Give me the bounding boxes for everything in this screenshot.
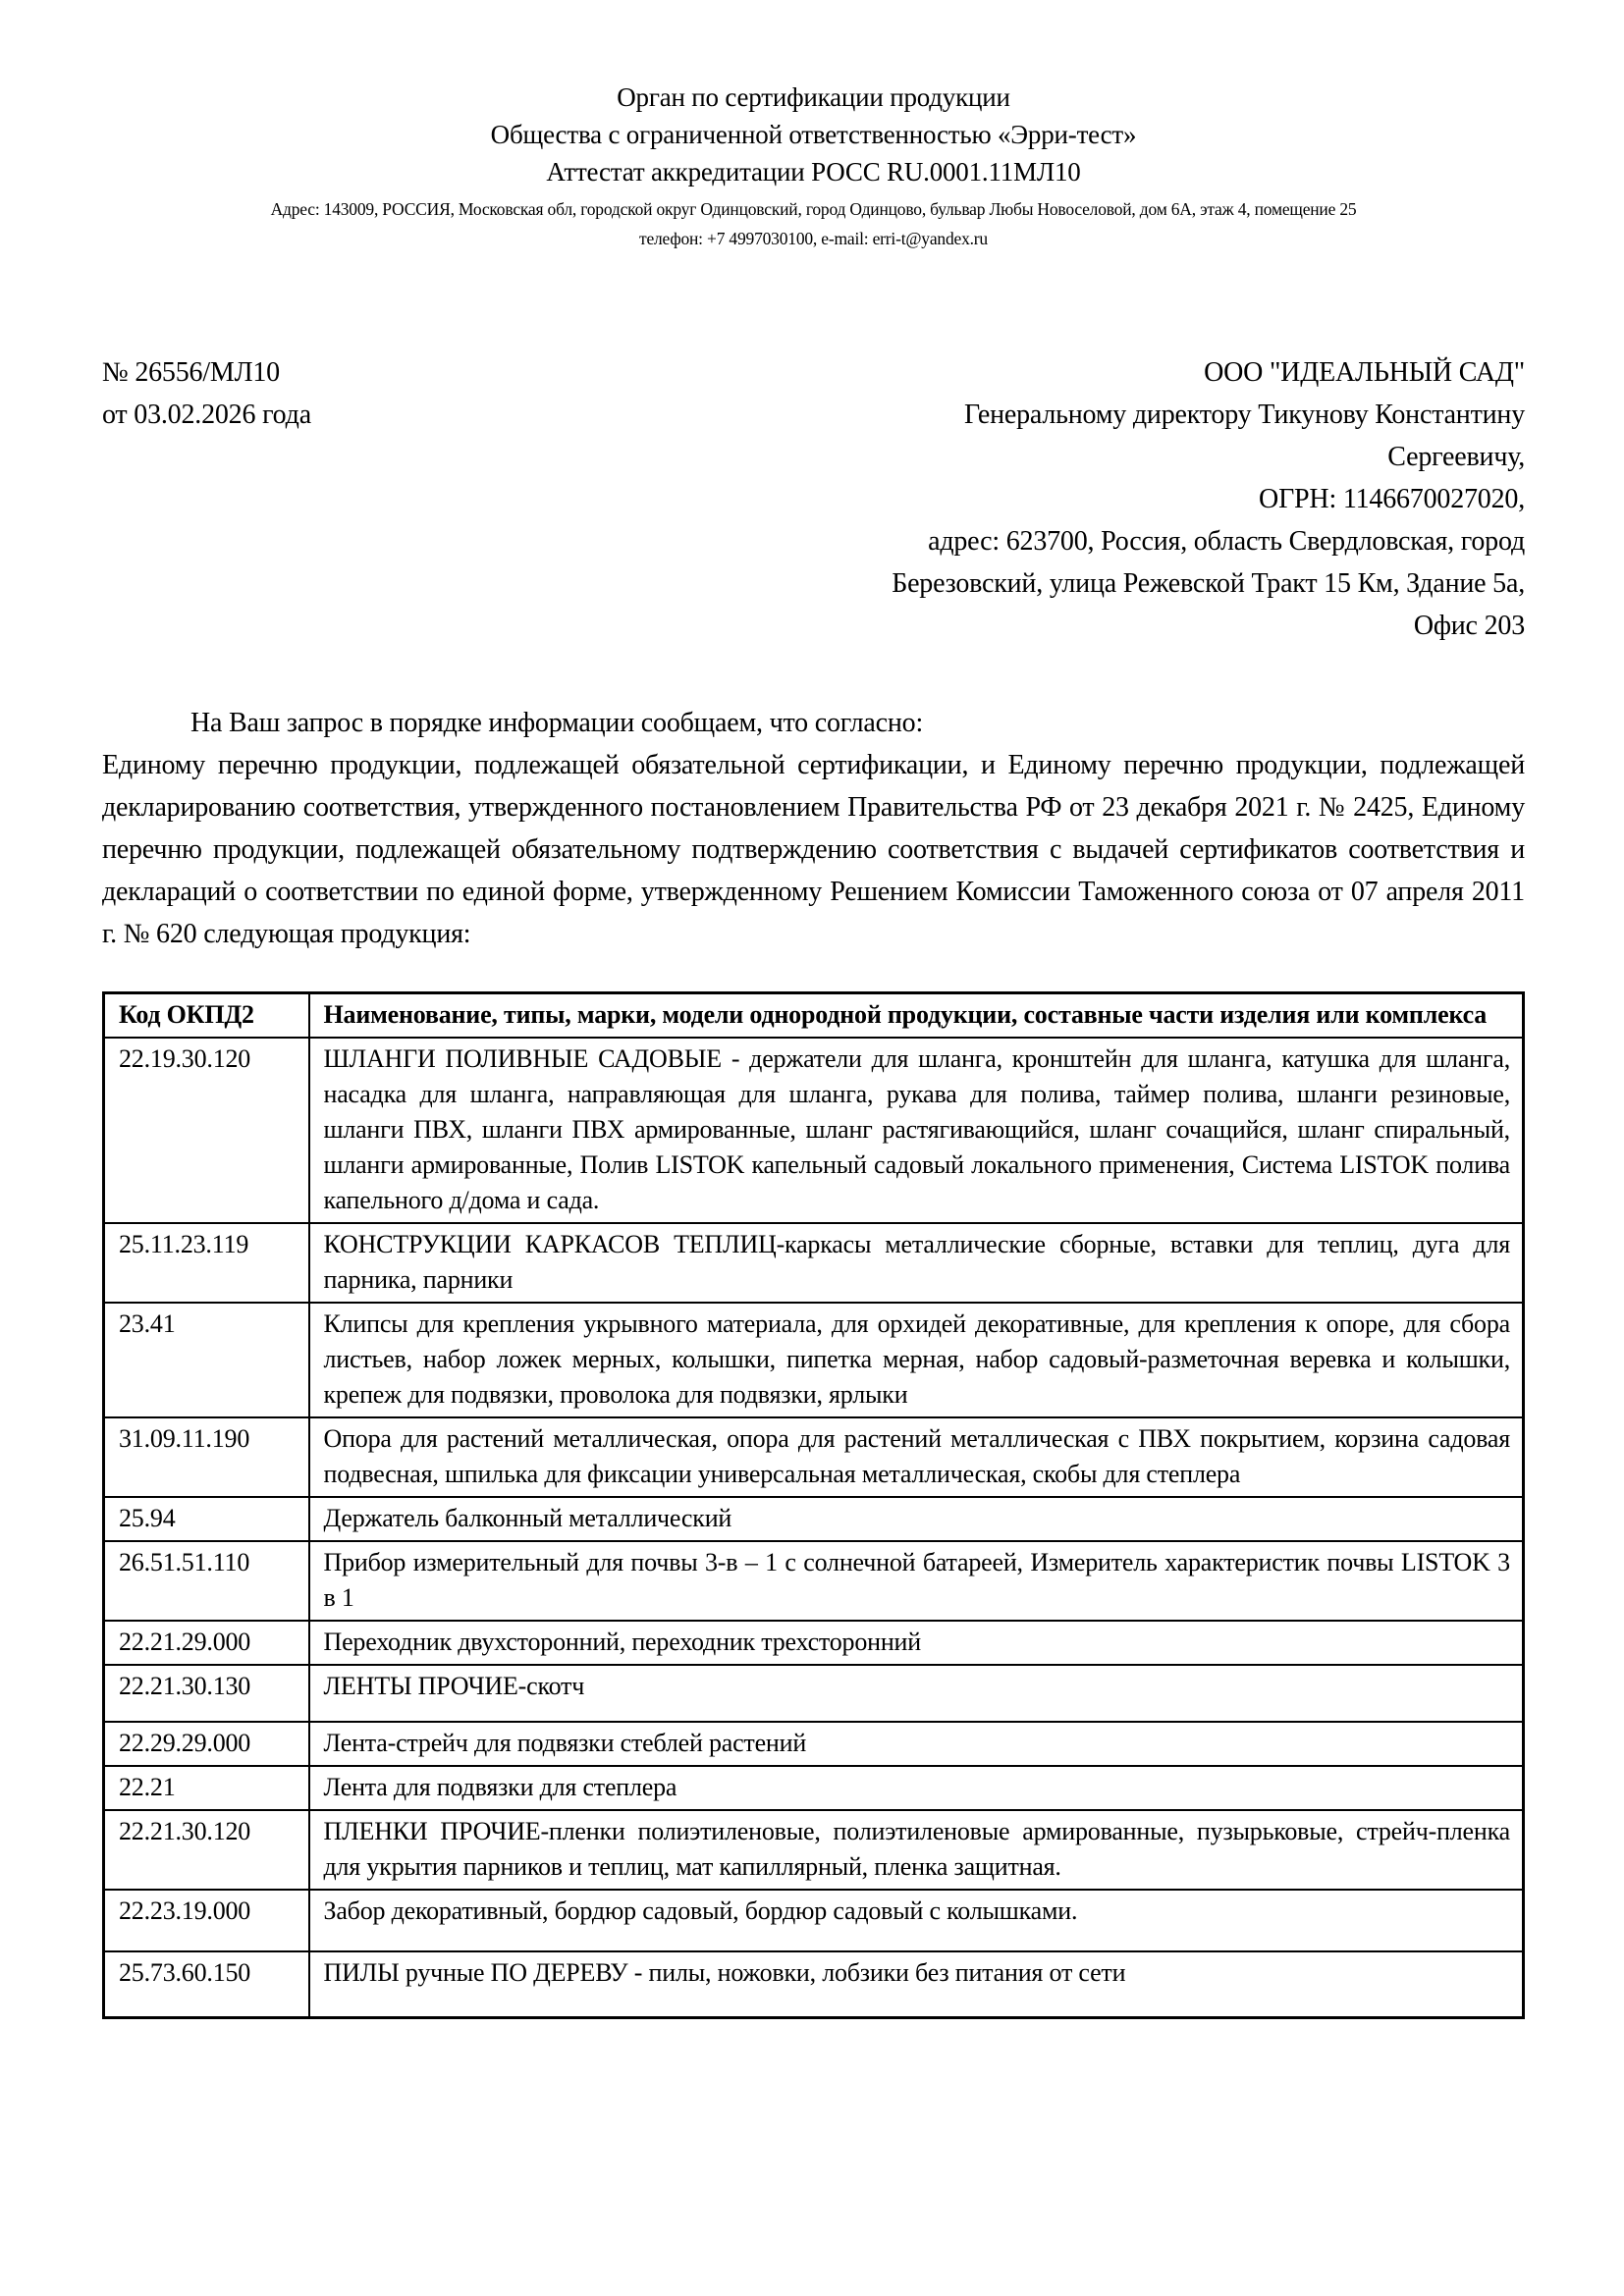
reference-number: № 26556/МЛ10 [102, 357, 280, 388]
row-code: 22.21 [104, 1766, 309, 1810]
accreditation-line: Аттестат аккредитации РОСС RU.0001.11МЛ10 [546, 157, 1081, 187]
letter-body [102, 702, 1525, 955]
row-code: 25.11.23.119 [104, 1223, 309, 1303]
org-name-line-2: Общества с ограниченной ответственностью «Эрри-тест» [490, 120, 1137, 149]
products-table [102, 991, 1525, 2019]
row-code: 22.21.30.120 [104, 1810, 309, 1890]
table-row [104, 1810, 1524, 1890]
reference-date: от 03.02.2026 года [102, 400, 311, 430]
recipient-line: Офис 203 [1413, 611, 1525, 641]
table-header-row [104, 993, 1524, 1039]
recipient-line: адрес: 623700, Россия, область Свердловская, город [928, 526, 1525, 557]
org-contact: телефон: +7 4997030100, e-mail: erri-t@yandex.ru [639, 229, 988, 248]
org-name-line-1: Орган по сертификации продукции [617, 82, 1010, 112]
table-row [104, 1665, 1524, 1722]
row-description: Клипсы для крепления укрывного материала, для орхидей декоративные, для крепления к опоре, для сбора листьев, набор ложек мерных, колышки, пипетка мерная, набор садовый-разметочная веревка и колышки, крепеж для подвязки, проволока для подвязки, ярлыки [309, 1303, 1524, 1417]
row-code: 25.73.60.150 [104, 1951, 309, 2017]
row-description: ШЛАНГИ ПОЛИВНЫЕ САДОВЫЕ - держатели для шланга, кронштейн для шланга, катушка для шланга, насадка для шланга, направляющая для шланга, рукава для полива, таймер полива, шланги резиновые, шланги ПВХ, шланги ПВХ армированные, шланг растягивающийся, шланг сочащийся, шланг спиральный, шланги армированные, Полив LISTOK капельный садовый локального применения, Система LISTOK полива капельного д/дома и сада. [309, 1038, 1524, 1223]
row-description: Лента для подвязки для степлера [309, 1766, 1524, 1810]
row-description: ЛЕНТЫ ПРОЧИЕ-скотч [309, 1665, 1524, 1722]
table-row [104, 1497, 1524, 1541]
row-code: 26.51.51.110 [104, 1541, 309, 1621]
row-code: 22.29.29.000 [104, 1722, 309, 1766]
table-row [104, 1766, 1524, 1810]
table-row [104, 1722, 1524, 1766]
recipient-line: Березовский, улица Режевской Тракт 15 Км, Здание 5а, [892, 568, 1525, 599]
row-code: 25.94 [104, 1497, 309, 1541]
table-row [104, 1223, 1524, 1303]
table-row [104, 1890, 1524, 1951]
row-description: Лента-стрейч для подвязки стеблей растений [309, 1722, 1524, 1766]
body-paragraph: Единому перечню продукции, подлежащей обязательной сертификации, и Единому перечню продукции, подлежащей декларированию соответствия, утвержденного постановлением Правительства РФ от 23 декабря 2021 г. № 2425, Единому перечню продукции, подлежащей обязательному подтверждению соответствия с выдачей сертификатов соответствия и деклараций о соответствии по единой форме, утвержденному Решением Комиссии Таможенного союза от 07 апреля 2011 г. № 620 следующая продукция: [102, 750, 1525, 949]
table-row [104, 1303, 1524, 1417]
row-description: Держатель балконный металлический [309, 1497, 1524, 1541]
recipient-line: ОГРН: 1146670027020, [1259, 484, 1525, 514]
recipient-line: Сергеевичу, [1387, 442, 1525, 472]
recipient-line: ООО "ИДЕАЛЬНЫЙ САД" [1204, 357, 1525, 388]
table-row [104, 1951, 1524, 2017]
org-address: Адрес: 143009, РОССИЯ, Московская обл, городской округ Одинцовский, город Одинцово, бульвар Любы Новоселовой, дом 6А, этаж 4, помещение 25 [270, 199, 1357, 219]
recipient-block [563, 351, 1525, 647]
table-row [104, 1541, 1524, 1621]
letterhead [102, 79, 1525, 253]
row-code: 22.19.30.120 [104, 1038, 309, 1223]
row-code: 22.21.30.130 [104, 1665, 309, 1722]
reference-recipient-row [102, 351, 1525, 647]
recipient-line: Генеральному директору Тикунову Константину [963, 400, 1525, 430]
row-description: Переходник двухсторонний, переходник трехсторонний [309, 1621, 1524, 1665]
header-description: Наименование, типы, марки, модели однородной продукции, составные части изделия или комплекса [309, 993, 1524, 1039]
reference-block [102, 351, 311, 647]
row-code: 23.41 [104, 1303, 309, 1417]
row-code: 22.21.29.000 [104, 1621, 309, 1665]
row-description: КОНСТРУКЦИИ КАРКАСОВ ТЕПЛИЦ-каркасы металлические сборные, вставки для теплиц, дуга для парника, парники [309, 1223, 1524, 1303]
table-row [104, 1417, 1524, 1497]
table-row [104, 1621, 1524, 1665]
row-description: ПИЛЫ ручные ПО ДЕРЕВУ - пилы, ножовки, лобзики без питания от сети [309, 1951, 1524, 2017]
header-code-okpd2: Код ОКПД2 [104, 993, 309, 1039]
row-description: Забор декоративный, бордюр садовый, бордюр садовый с колышками. [309, 1890, 1524, 1951]
row-description: Опора для растений металлическая, опора для растений металлическая с ПВХ покрытием, корзина садовая подвесная, шпилька для фиксации универсальная металлическая, скобы для степлера [309, 1417, 1524, 1497]
row-code: 22.23.19.000 [104, 1890, 309, 1951]
body-intro: На Ваш запрос в порядке информации сообщаем, что согласно: [190, 708, 924, 738]
row-code: 31.09.11.190 [104, 1417, 309, 1497]
row-description: Прибор измерительный для почвы 3-в – 1 с солнечной батареей, Измеритель характеристик почвы LISTOK 3 в 1 [309, 1541, 1524, 1621]
row-description: ПЛЕНКИ ПРОЧИЕ-пленки полиэтиленовые, полиэтиленовые армированные, пузырьковые, стрейч-пленка для укрытия парников и теплиц, мат капиллярный, пленка защитная. [309, 1810, 1524, 1890]
table-row [104, 1038, 1524, 1223]
